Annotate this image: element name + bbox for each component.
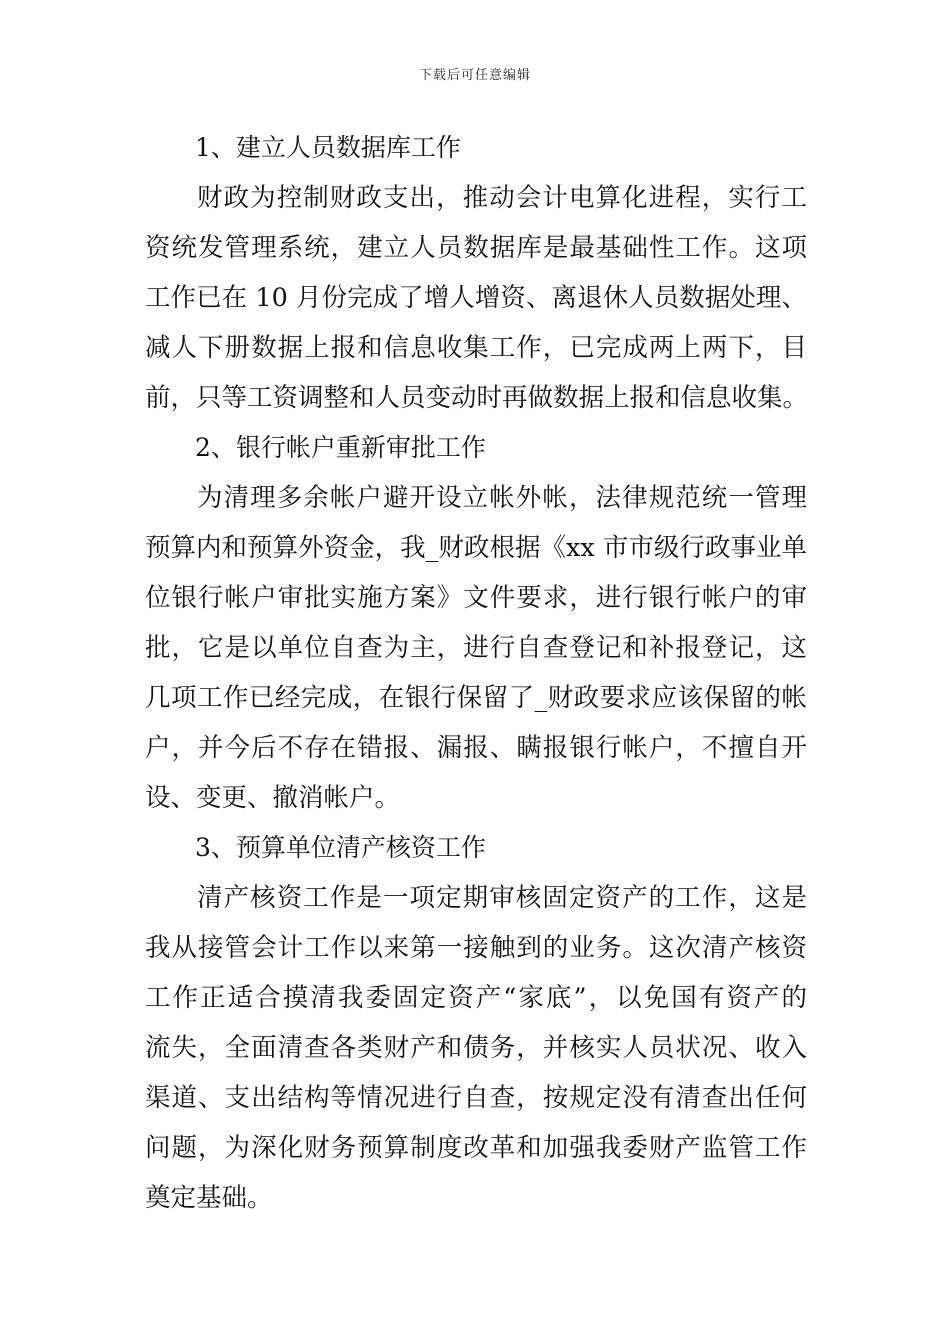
paragraph-line: 工作正适合摸清我委固定资产“家底”，以免国有资产的 — [145, 983, 807, 1013]
section-heading: 1、建立人员数据库工作 — [195, 133, 461, 162]
section-heading: 2、银行帐户重新审批工作 — [195, 433, 486, 462]
paragraph-line: 为清理多余帐户避开设立帐外帐，法律规范统一管理 — [197, 483, 807, 513]
paragraph-line: 渠道、支出结构等情况进行自查，按规定没有清查出任何 — [145, 1083, 807, 1113]
paragraph-line: 位银行帐户审批实施方案》文件要求，进行银行帐户的审 — [145, 583, 807, 613]
paragraph-line: 流失，全面清查各类财产和债务，并核实人员状况、收入 — [145, 1033, 807, 1063]
paragraph-line: 资统发管理系统，建立人员数据库是最基础性工作。这项 — [145, 233, 807, 263]
page-header: 下载后可任意编辑 — [418, 68, 531, 83]
paragraph-line: 清产核资工作是一项定期审核固定资产的工作，这是 — [197, 883, 807, 913]
section-paragraph — [145, 873, 807, 1223]
paragraph-line: 财政为控制财政支出，推动会计电算化进程，实行工 — [197, 183, 807, 213]
paragraph-line: 问题，为深化财务预算制度改革和加强我委财产监管工作 — [145, 1133, 807, 1163]
document-body — [145, 123, 807, 1223]
paragraph-line: 我从接管会计工作以来第一接触到的业务。这次清产核资 — [145, 933, 807, 963]
paragraph-line: 几项工作已经完成，在银行保留了_财政要求应该保留的帐 — [145, 683, 807, 713]
paragraph-line: 工作已在 10 月份完成了增人增资、离退休人员数据处理、 — [145, 283, 807, 313]
paragraph-line: 批，它是以单位自查为主，进行自查登记和补报登记，这 — [145, 633, 807, 663]
section-paragraph — [145, 173, 807, 423]
paragraph-line: 户，并今后不存在错报、漏报、瞒报银行帐户，不擅自开 — [145, 733, 807, 763]
paragraph-line: 设、变更、撤消帐户。 — [145, 783, 401, 813]
paragraph-line: 减人下册数据上报和信息收集工作，已完成两上两下，目 — [145, 333, 807, 363]
paragraph-line: 前，只等工资调整和人员变动时再做数据上报和信息收集。 — [145, 383, 809, 413]
section-paragraph — [145, 473, 807, 823]
paragraph-line: 预算内和预算外资金，我_财政根据《xx 市市级行政事业单 — [145, 533, 807, 563]
paragraph-line: 奠定基础。 — [145, 1183, 273, 1213]
section-heading: 3、预算单位清产核资工作 — [195, 833, 486, 862]
